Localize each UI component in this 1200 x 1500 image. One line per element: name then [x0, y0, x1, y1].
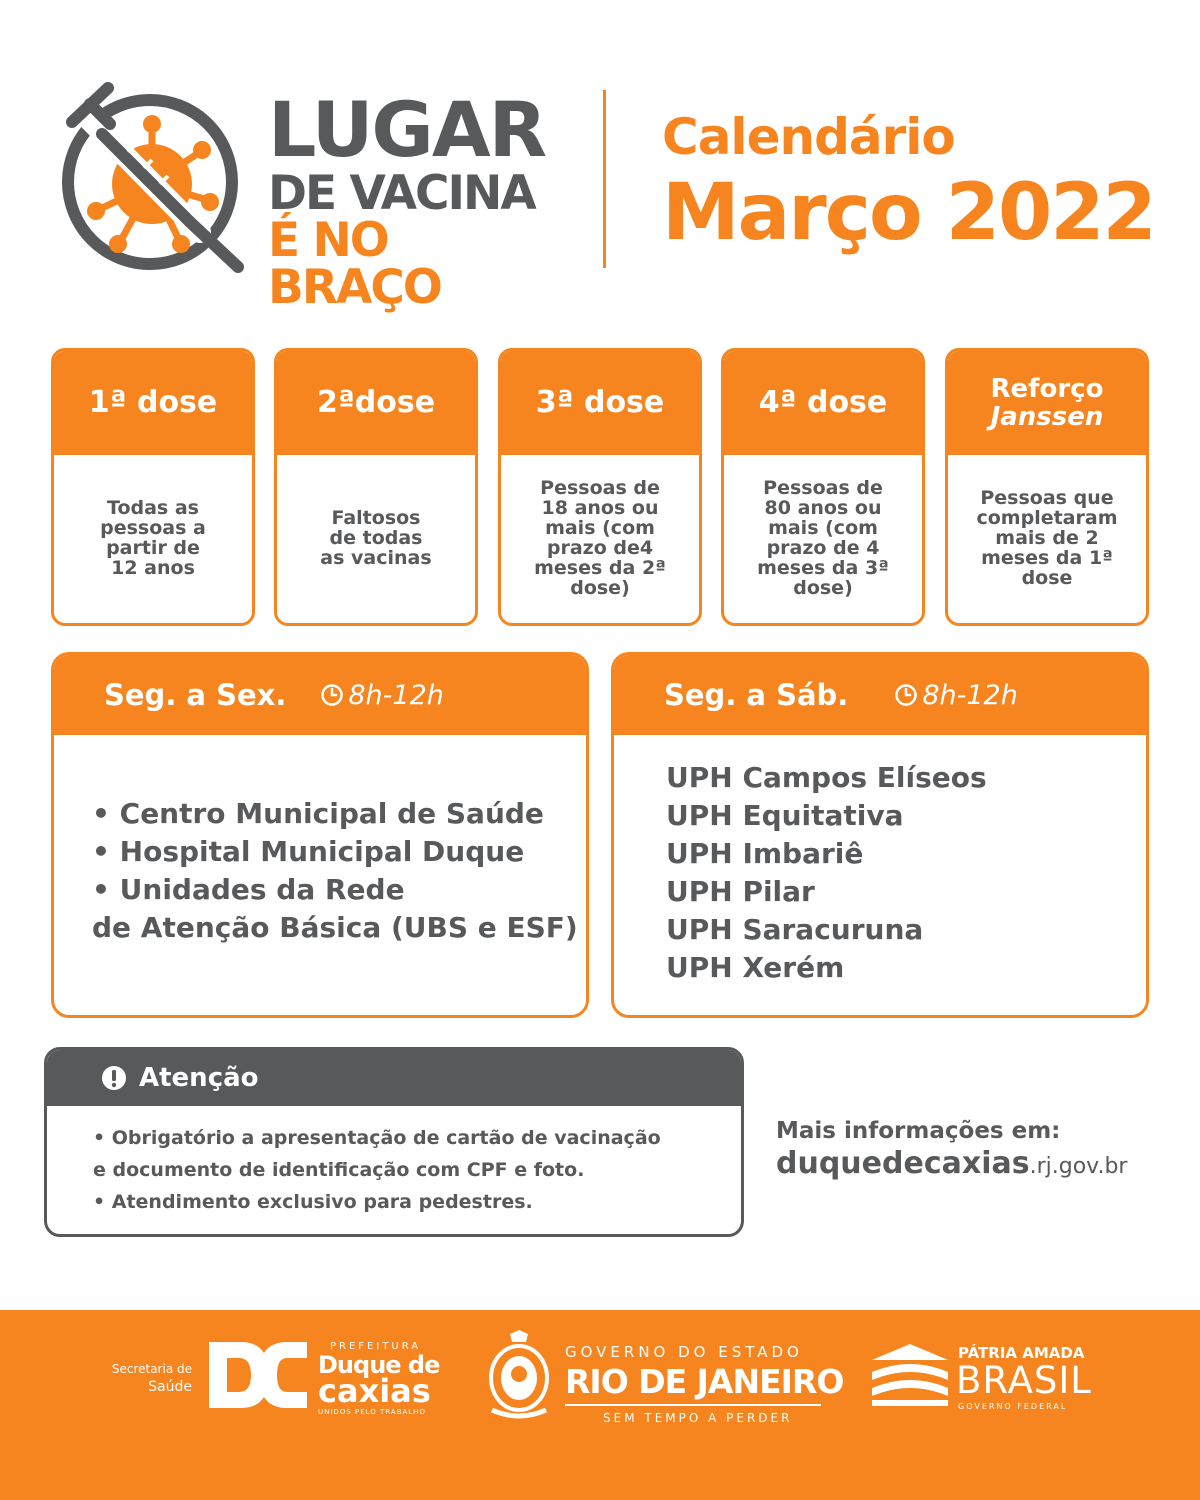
place-item: UPH Pilar: [666, 875, 815, 908]
place-item: UPH Equitativa: [666, 799, 904, 832]
schedule-card-weekdays: [51, 652, 589, 1018]
dose-title: Reforço: [990, 374, 1104, 404]
dose-card-2: [274, 348, 478, 626]
brasil-government-label: GOVERNO FEDERAL: [958, 1402, 1068, 1411]
brasil-slogan: PÁTRIA AMADA: [958, 1344, 1085, 1362]
rj-seal-icon: [486, 1330, 552, 1422]
website-domain: duquedecaxias: [776, 1146, 1030, 1181]
clock-icon: [894, 683, 918, 707]
attention-body: [47, 1106, 741, 1218]
place-item: UPH Campos Elíseos: [666, 761, 987, 794]
place-item: UPH Xerém: [666, 951, 845, 984]
dose-card-4: [721, 348, 925, 626]
dose-description: Pessoas de 80 anos ou mais (com prazo de 4 meses da 3ª dose): [757, 477, 889, 599]
rj-slogan: SEM TEMPO A PERDER: [603, 1411, 793, 1425]
campaign-logo-text: [268, 85, 568, 315]
prefeitura-name-line-1: Duque de: [318, 1351, 440, 1379]
rj-divider: [565, 1404, 821, 1406]
dose-title: 2ªdose: [316, 385, 436, 420]
brasil-flag-icon: [870, 1342, 950, 1408]
attention-box: [44, 1047, 744, 1237]
prefeitura-label: PREFEITURA: [330, 1341, 422, 1352]
secretaria-line-2: Saúde: [148, 1378, 192, 1395]
syringe-virus-icon: [50, 82, 250, 277]
dose-card-1: [51, 348, 255, 626]
place-item: UPH Saracuruna: [666, 913, 924, 946]
dc-logo-icon: [207, 1340, 311, 1410]
secretaria-saude-label: [108, 1362, 192, 1396]
rj-state-name: RIO DE JANEIRO: [565, 1362, 844, 1401]
dose-card-header: [948, 351, 1146, 455]
place-item: • Centro Municipal de Saúde: [92, 797, 544, 830]
logo-line-2: DE VACINA: [268, 166, 535, 221]
schedule-header: [54, 655, 586, 735]
logo-line-3: É NO BRAÇO: [268, 213, 441, 315]
dose-description: Pessoas que completaram mais de 2 meses da 1ª dose: [976, 487, 1118, 589]
dose-title: 1ª dose: [88, 385, 218, 420]
secretaria-line-1: Secretaria de: [111, 1362, 192, 1376]
brasil-name: BRASIL: [956, 1359, 1092, 1402]
page-title: Março 2022: [662, 168, 1155, 258]
dose-card-header: [501, 351, 699, 455]
website-tld: .rj.gov.br: [1029, 1154, 1128, 1179]
schedule-hours-text: 8h-12h: [348, 679, 444, 711]
place-item: de Atenção Básica (UBS e ESF): [92, 911, 578, 944]
dose-description: Todas as pessoas a partir de 12 anos: [100, 497, 206, 579]
dose-card-header: [54, 351, 252, 455]
clock-icon: [320, 683, 344, 707]
place-item: • Hospital Municipal Duque: [92, 835, 525, 868]
dose-title: 3ª dose: [535, 385, 665, 420]
place-item: UPH Imbariê: [666, 837, 864, 870]
prefeitura-slogan: UNIDOS PELO TRABALHO: [318, 1408, 426, 1416]
prefeitura-name-line-2: caxias: [318, 1372, 431, 1410]
schedule-hours-text: 8h-12h: [922, 679, 1018, 711]
attention-line: • Atendimento exclusivo para pedestres.: [93, 1191, 533, 1213]
dose-description: Faltosos de todas as vacinas: [320, 507, 432, 569]
attention-header: [47, 1050, 741, 1106]
dose-description: Pessoas de 18 anos ou mais (com prazo de4 meses da 2ª dose): [534, 477, 666, 599]
page-subtitle: Calendário: [662, 108, 955, 166]
attention-line: • Obrigatório a apresentação de cartão de vacinação: [93, 1127, 661, 1149]
dose-card-3: [498, 348, 702, 626]
place-item: • Unidades da Rede: [92, 873, 405, 906]
logo-line-1: LUGAR: [268, 85, 546, 174]
more-info-label: Mais informações em:: [776, 1118, 1061, 1144]
schedule-places: [54, 735, 586, 947]
rj-government-label: GOVERNO DO ESTADO: [565, 1343, 803, 1361]
schedule-hours: [894, 680, 1018, 711]
schedule-days: Seg. a Sex.: [104, 678, 287, 712]
dose-card-5: [945, 348, 1149, 626]
header-divider: [603, 90, 606, 268]
attention-title: Atenção: [139, 1063, 259, 1093]
schedule-hours: [320, 680, 444, 711]
schedule-card-saturday: [611, 652, 1149, 1018]
schedule-places: [614, 735, 1146, 987]
attention-line: e documento de identificação com CPF e foto.: [93, 1159, 585, 1181]
dose-card-header: [277, 351, 475, 455]
dose-title: 4ª dose: [758, 385, 888, 420]
exclamation-icon: [101, 1065, 127, 1091]
schedule-header: [614, 655, 1146, 735]
schedule-days: Seg. a Sáb.: [664, 678, 849, 712]
dose-card-header: [724, 351, 922, 455]
more-info: [776, 1118, 1127, 1181]
dose-title-sub: Janssen: [990, 402, 1104, 432]
website-link[interactable]: [776, 1146, 1127, 1181]
